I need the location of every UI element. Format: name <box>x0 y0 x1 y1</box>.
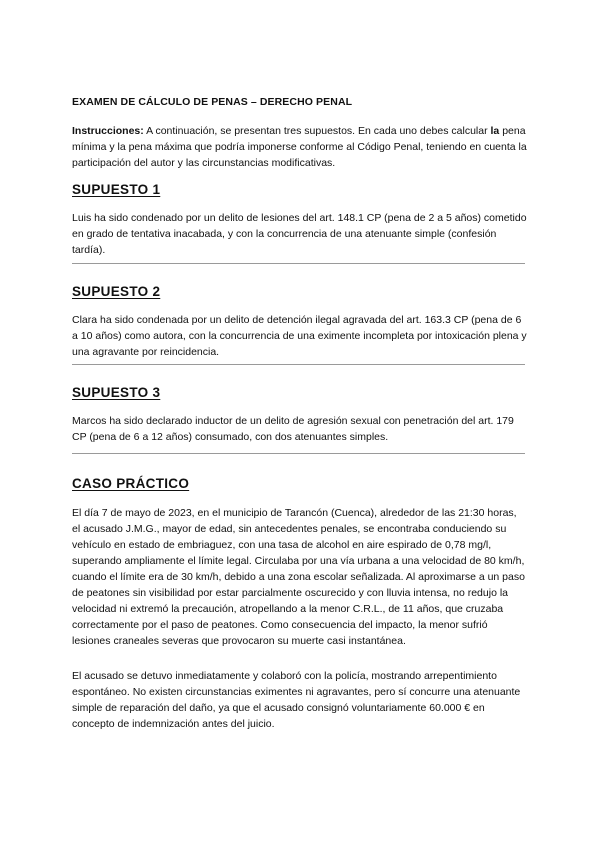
instructions-text-part1: A continuación, se presentan tres supuestos. En cada uno debes calcular <box>143 125 491 137</box>
supuesto-2-heading: SUPUESTO 2 <box>72 284 161 299</box>
document-title: EXAMEN DE CÁLCULO DE PENAS – DERECHO PENAL <box>72 96 353 108</box>
section-divider <box>72 453 525 454</box>
caso-practico-body-paragraph-2: El acusado se detuvo inmediatamente y colaboró con la policía, mostrando arrepentimiento espontáneo. No existen circunstancias eximentes ni agravantes, pero sí concurre una atenuante simple de reparación del daño, ya que el acusado consignó voluntariamente 60.000 € en concepto de indemnización antes del juicio. <box>72 670 521 730</box>
supuesto-3-heading: SUPUESTO 3 <box>72 385 161 400</box>
instructions-paragraph <box>72 123 530 171</box>
section-divider <box>72 263 525 264</box>
instructions-bold-word: la <box>490 125 500 137</box>
instructions-label: Instrucciones: <box>72 125 144 137</box>
caso-practico-body-paragraph-1: El día 7 de mayo de 2023, en el municipio de Tarancón (Cuenca), alrededor de las 21:30 horas, el acusado J.M.G., mayor de edad, sin antecedentes penales, se encontraba conduciendo su vehículo en estado de embriaguez, con una tasa de alcohol en aire espirado de 0,78 mg/l, superando ampliamente el límite legal. Circulaba por una vía urbana a una velocidad de 80 km/h, cuando el límite era de 30 km/h, debido a una zona escolar señalizada. Al aproximarse a un paso de peatones sin visibilidad por estar parcialmente oscurecido y con lluvia intensa, no redujo la velocidad ni extremó la precaución, atropellando a la menor C.R.L., de 11 años, que cruzaba correctamente por el paso de peatones. Como consecuencia del impacto, la menor sufrió lesiones craneales severas que provocaron su muerte casi instantánea. <box>72 507 525 647</box>
instructions-text-part2: pena mínima y la pena máxima que podría imponerse conforme al Código Penal, teniendo en cuenta la participación del autor y las circunstancias modificativas. <box>72 125 527 169</box>
supuesto-3-body: Marcos ha sido declarado inductor de un delito de agresión sexual con penetración del art. 179 CP (pena de 6 a 12 años) consumado, con dos atenuantes simples. <box>72 415 514 443</box>
supuesto-1-heading: SUPUESTO 1 <box>72 182 161 197</box>
section-divider <box>72 364 525 365</box>
supuesto-2-body: Clara ha sido condenada por un delito de detención ilegal agravada del art. 163.3 CP (pena de 6 a 10 años) como autora, con la concurrencia de una eximente incompleta por intoxicación plena y una agravante por reincidencia. <box>72 314 527 358</box>
supuesto-1-body: Luis ha sido condenado por un delito de lesiones del art. 148.1 CP (pena de 2 a 5 años) cometido en grado de tentativa inacabada, y con la concurrencia de una atenuante simple (confesión tardía). <box>72 212 527 256</box>
caso-practico-heading: CASO PRÁCTICO <box>72 476 190 491</box>
